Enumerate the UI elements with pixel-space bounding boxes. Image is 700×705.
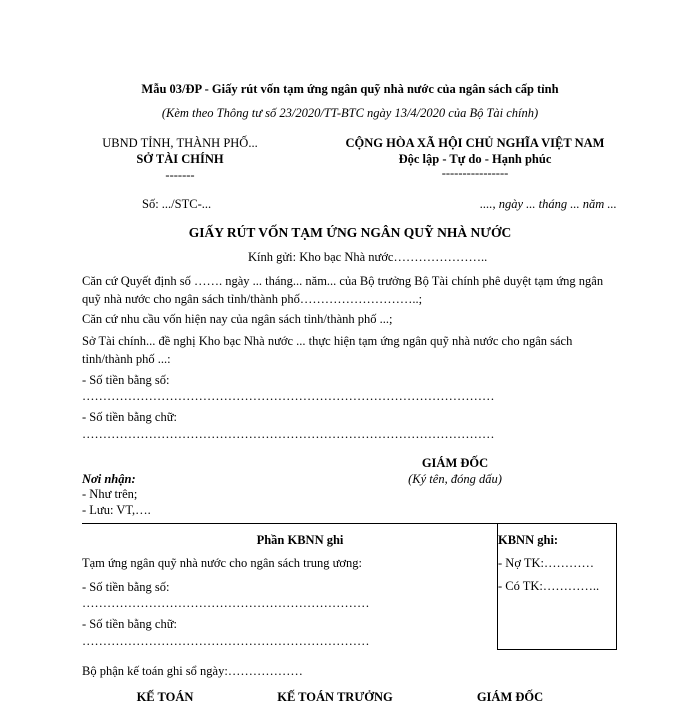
document-number: Số: .../STC-... — [142, 197, 212, 211]
form-note: (Kèm theo Thông tư số 23/2020/TT-BTC ngày 13/4/2020 của Bộ Tài chính) — [161, 106, 539, 120]
place-date: ...., ngày ... tháng ... năm ... — [480, 197, 617, 211]
director-note: (Ký tên, đóng dấu) — [408, 472, 502, 486]
agency-name: UBND TỈNH, THÀNH PHỐ... — [102, 136, 258, 150]
paragraph-request: Sở Tài chính... đề nghị Kho bạc Nhà nước ... thực hiện tạm ứng ngân quỹ nhà nước cho ngân sách tỉnh/thành phố ...: — [82, 334, 573, 366]
amount-number-dots: ……………………………………………………………………………………… — [82, 389, 495, 403]
amount-text-dots: ……………………………………………………………………………………… — [82, 427, 495, 441]
kbnn-amount-number-dots: …………………………………………………………… — [82, 596, 370, 610]
kbnn-box-title: KBNN ghi: — [498, 533, 559, 547]
agency-rule: ------- — [165, 168, 195, 182]
recipients-title: Nơi nhận: — [82, 472, 136, 486]
country-name: CỘNG HÒA XÃ HỘI CHỦ NGHĨA VIỆT NAM — [345, 136, 605, 150]
kbnn-director-title: GIÁM ĐỐC — [476, 690, 544, 704]
kbnn-amount-text-label: - Số tiền bằng chữ: — [82, 617, 177, 631]
kbnn-amount-number-label: - Số tiền bằng số: — [82, 580, 170, 594]
director-title: GIÁM ĐỐC — [421, 456, 489, 470]
recipients-item-1: - Như trên; — [82, 487, 138, 501]
amount-text-label: - Số tiền bằng chữ: — [82, 410, 177, 424]
kbnn-amount-text-dots: …………………………………………………………… — [82, 634, 370, 648]
kbnn-debit: - Nợ TK:………… — [498, 556, 594, 570]
document-title: GIẤY RÚT VỐN TẠM ỨNG NGÂN QUỸ NHÀ NƯỚC — [188, 225, 512, 240]
kbnn-credit: - Có TK:………….. — [498, 579, 600, 593]
agency-department: SỞ TÀI CHÍNH — [136, 152, 224, 166]
recipient-line: Kính gửi: Kho bạc Nhà nước………………….. — [248, 250, 488, 264]
amount-number-label: - Số tiền bằng số: — [82, 373, 170, 387]
country-motto: Độc lập - Tự do - Hạnh phúc — [398, 152, 552, 166]
kbnn-section-title: Phần KBNN ghi — [256, 533, 344, 547]
chief-accountant-title: KẾ TOÁN TRƯỞNG — [277, 690, 393, 704]
form-code: Mẫu 03/ĐP - Giấy rút vốn tạm ứng ngân quỹ nhà nước của ngân sách cấp tỉnh — [141, 82, 559, 96]
accountant-title: KẾ TOÁN — [136, 690, 194, 704]
booking-date: Bộ phận kế toán ghi sổ ngày:……………… — [82, 664, 303, 678]
recipients-item-2: - Lưu: VT,…. — [82, 503, 151, 517]
paragraph-decision: Căn cứ Quyết định số ……. ngày ... tháng... năm... của Bộ trưởng Bộ Tài chính phê duyệt tạm ứng ngân quỹ nhà nước cho ngân sách tỉnh/thành phố………………………..; — [82, 274, 604, 306]
country-rule: ---------------- — [441, 166, 509, 180]
paragraph-needs: Căn cứ nhu cầu vốn hiện nay của ngân sách tỉnh/thành phố ...; — [82, 312, 393, 326]
kbnn-line: Tạm ứng ngân quỹ nhà nước cho ngân sách trung ương: — [82, 556, 363, 570]
